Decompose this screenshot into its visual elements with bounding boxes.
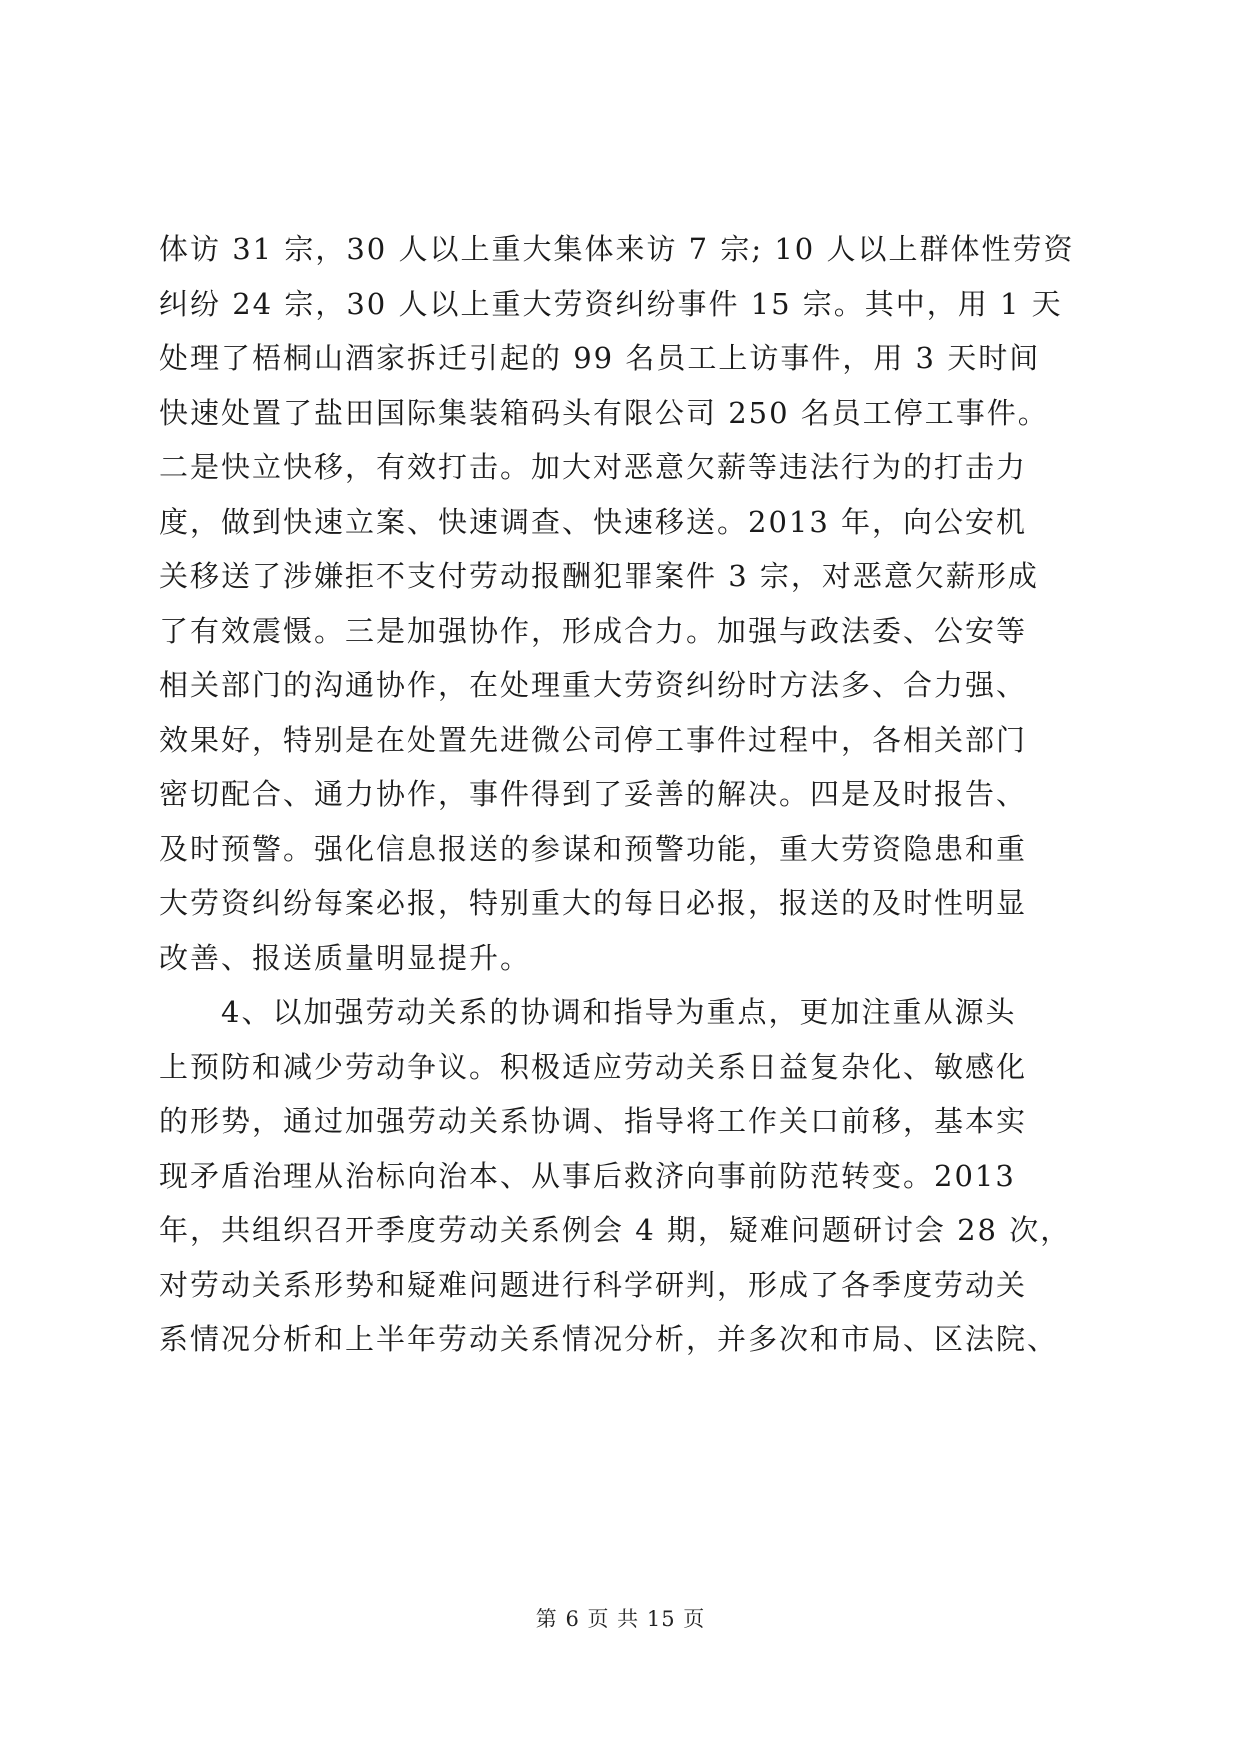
text-line: 现矛盾治理从治标向治本、从事后救济向事前防范转变。2013 <box>159 1158 1016 1193</box>
text-line: 纠纷 24 宗，30 人以上重大劳资纠纷事件 15 宗。其中，用 1 天 <box>159 286 1063 321</box>
text-line: 4、以加强劳动关系的协调和指导为重点，更加注重从源头 <box>159 995 1017 1029</box>
text-line: 密切配合、通力协作，事件得到了妥善的解决。四是及时报告、 <box>159 777 1028 811</box>
text-line: 关移送了涉嫌拒不支付劳动报酬犯罪案件 3 宗，对恶意欠薪形成 <box>159 559 1039 593</box>
text-line: 效果好，特别是在处置先进微公司停工事件过程中，各相关部门 <box>159 722 1028 757</box>
text-line: 系情况分析和上半年劳动关系情况分析，并多次和市局、区法院、 <box>159 1322 1059 1356</box>
text-line: 的形势，通过加强劳动关系协调、指导将工作关口前移，基本实 <box>159 1104 1028 1138</box>
text-line: 度，做到快速立案、快速调查、快速移送。2013 年，向公安机 <box>159 504 1028 539</box>
text-line: 大劳资纠纷每案必报，特别重大的每日必报，报送的及时性明显 <box>159 886 1028 920</box>
text-line: 二是快立快移，有效打击。加大对恶意欠薪等违法行为的打击力 <box>159 450 1028 484</box>
page-number-footer: 第 6 页 共 15 页 <box>535 1607 706 1631</box>
text-line: 快速处置了盐田国际集装箱码头有限公司 250 名员工停工事件。 <box>159 395 1049 430</box>
text-line: 改善、报送质量明显提升。 <box>159 940 532 975</box>
text-line: 对劳动关系形势和疑难问题进行科学研判，形成了各季度劳动关 <box>159 1267 1028 1302</box>
document-body <box>159 222 1089 1367</box>
text-line: 了有效震慑。三是加强协作，形成合力。加强与政法委、公安等 <box>159 613 1028 648</box>
text-line: 年，共组织召开季度劳动关系例会 4 期，疑难问题研讨会 28 次， <box>159 1213 1072 1247</box>
text-line: 相关部门的沟通协作，在处理重大劳资纠纷时方法多、合力强、 <box>159 668 1028 702</box>
text-line: 上预防和减少劳动争议。积极适应劳动关系日益复杂化、敏感化 <box>159 1049 1028 1084</box>
text-line: 体访 31 宗，30 人以上重大集体来访 7 宗; 10 人以上群体性劳资 <box>159 232 1075 266</box>
text-line: 处理了梧桐山酒家拆迁引起的 99 名员工上访事件，用 3 天时间 <box>159 341 1041 375</box>
text-line: 及时预警。强化信息报送的参谋和预警功能，重大劳资隐患和重 <box>159 831 1028 866</box>
